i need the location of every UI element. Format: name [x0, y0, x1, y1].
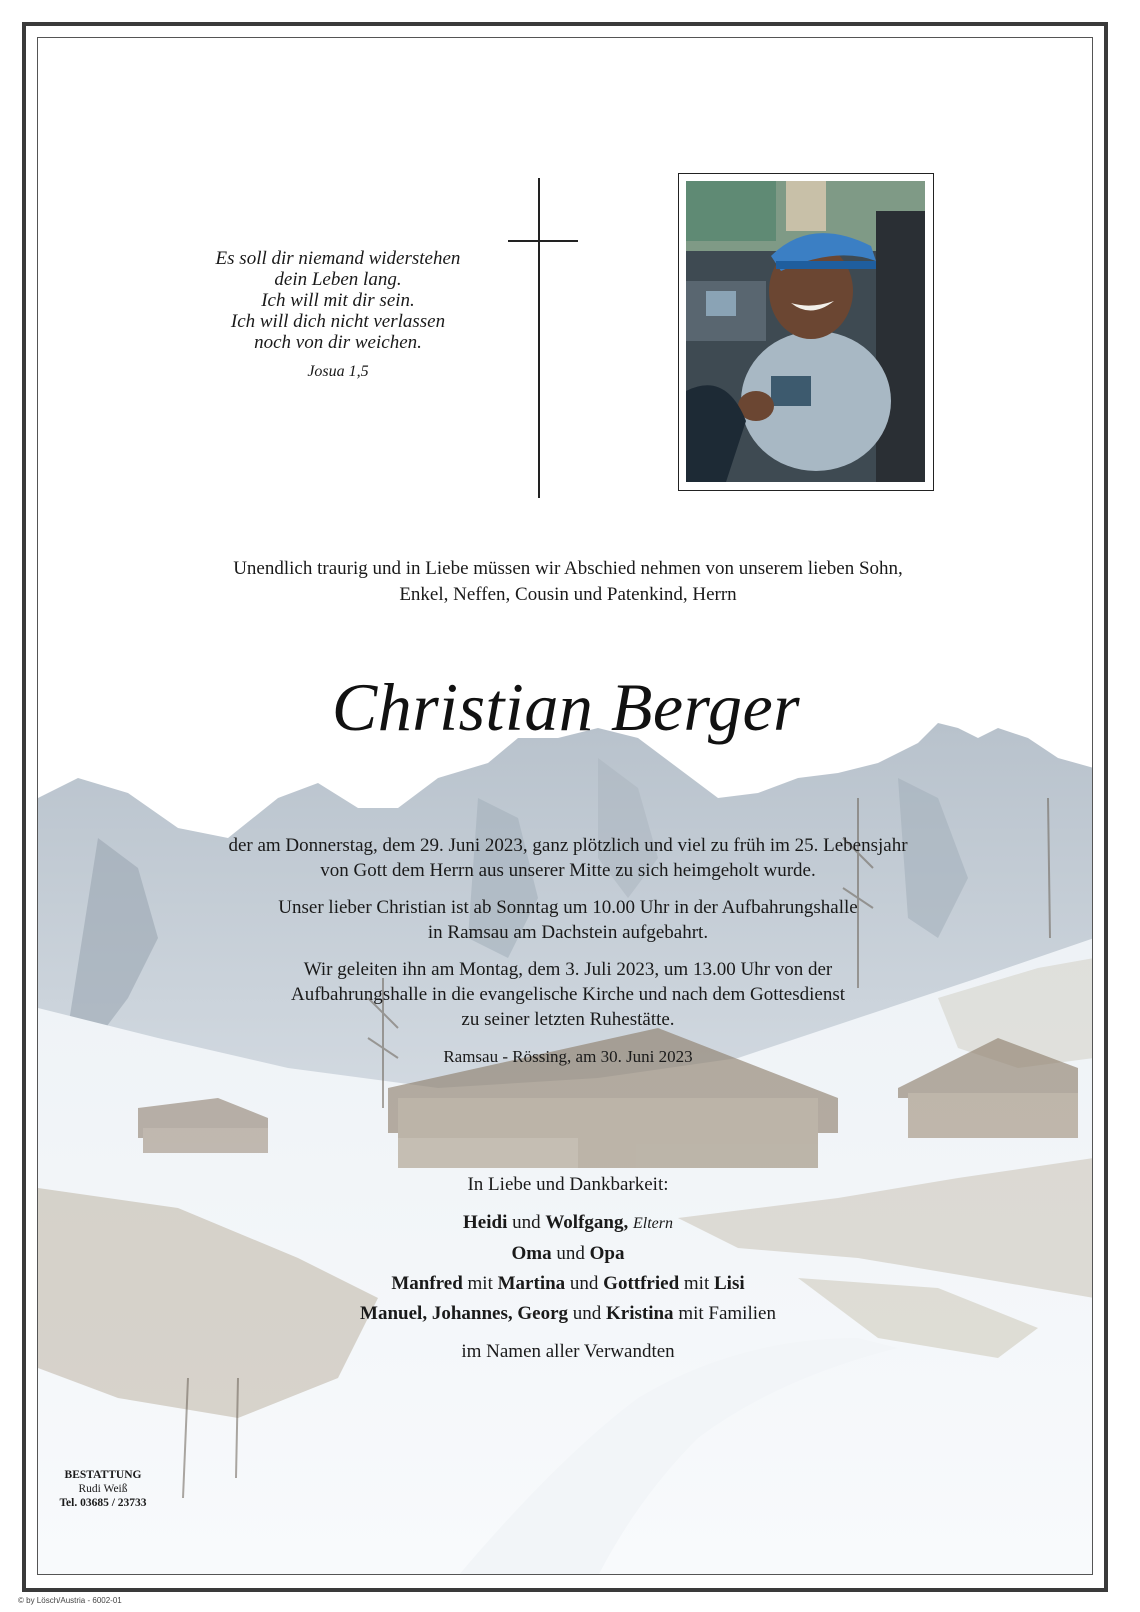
- body-line: der am Donnerstag, dem 29. Juni 2023, ganz plötzlich und viel zu früh im 25. Lebensjahr: [228, 835, 908, 856]
- undertaker-line: BESTATTUNG: [64, 1469, 142, 1481]
- mourner-name: Wolfgang,: [545, 1212, 629, 1233]
- cross-icon: [538, 178, 540, 498]
- place-date: Ramsau - Rössing, am 30. Juni 2023: [443, 1047, 693, 1066]
- connector: mit: [683, 1273, 710, 1294]
- connector: mit: [467, 1273, 493, 1294]
- connector: und: [512, 1212, 541, 1233]
- body-line: in Ramsau am Dachstein aufgebahrt.: [427, 922, 709, 943]
- mourner-name: Martina: [497, 1273, 566, 1294]
- portrait-frame: [678, 173, 934, 491]
- print-credit: © by Lösch/Austria - 6002-01: [18, 1596, 122, 1605]
- mourner-name: Lisi: [714, 1273, 745, 1294]
- verse-line: Es soll dir niemand widerstehen: [215, 248, 461, 269]
- paragraph-death: [138, 833, 998, 883]
- intro-line: Unendlich traurig und in Liebe müssen wir Abschied nehmen von unserem lieben Sohn,: [233, 558, 903, 579]
- body-line: Unser lieber Christian ist ab Sonntag um 10.00 Uhr in der Aufbahrungshalle: [278, 897, 858, 918]
- mourner-name: Heidi: [463, 1212, 508, 1233]
- mourner-row-relatives: [218, 1269, 918, 1299]
- bible-verse: [188, 248, 488, 382]
- deceased-name: Christian Berger: [331, 669, 801, 745]
- mourner-row-cousins: [218, 1299, 918, 1329]
- body-line: zu seiner letzten Ruhestätte.: [461, 1009, 675, 1030]
- verse-line: noch von dir weichen.: [254, 332, 422, 353]
- closing-heading: In Liebe und Dankbarkeit:: [467, 1174, 669, 1195]
- mourner-name: Gottfried: [603, 1273, 680, 1294]
- verse-line: Ich will mit dir sein.: [261, 290, 415, 311]
- mourner-name: Oma: [511, 1243, 552, 1264]
- connector: und: [569, 1273, 599, 1294]
- paragraph-funeral: [138, 957, 998, 1032]
- connector: und: [556, 1243, 585, 1264]
- undertaker-imprint: [48, 1468, 158, 1510]
- verse-source: Josua 1,5: [307, 363, 369, 380]
- body-line: Wir geleiten ihn am Montag, dem 3. Juli 2023, um 13.00 Uhr von der: [303, 959, 833, 980]
- verse-line: dein Leben lang.: [274, 269, 402, 290]
- relation-label: Eltern: [632, 1215, 673, 1232]
- mourners-list: [218, 1170, 918, 1367]
- intro-line: Enkel, Neffen, Cousin und Patenkind, Herrn: [399, 584, 737, 605]
- body-line: Aufbahrungshalle in die evangelische Kirche und nach dem Gottesdienst: [291, 984, 845, 1005]
- verse-line: Ich will dich nicht verlassen: [230, 311, 446, 332]
- undertaker-line: Rudi Weiß: [78, 1483, 128, 1495]
- mourner-row-grandparents: [218, 1239, 918, 1269]
- connector: und: [572, 1303, 602, 1324]
- mourner-name: Manuel, Johannes, Georg: [360, 1303, 568, 1324]
- card: [37, 37, 1093, 1575]
- mourner-row-parents: [218, 1208, 918, 1239]
- connector: mit Familien: [678, 1303, 776, 1324]
- undertaker-line: Tel. 03685 / 23733: [59, 1497, 147, 1509]
- announcement-body: [138, 833, 998, 1069]
- portrait-photo: [686, 181, 925, 482]
- cross-icon-bar: [508, 240, 578, 242]
- intro-text: [118, 556, 1018, 608]
- paragraph-viewing: [138, 895, 998, 945]
- mourner-name: Manfred: [391, 1273, 463, 1294]
- mourner-name: Opa: [589, 1243, 625, 1264]
- closing-last-line: im Namen aller Verwandten: [461, 1341, 675, 1362]
- mourner-name: Kristina: [606, 1303, 674, 1324]
- body-line: von Gott dem Herrn aus unserer Mitte zu sich heimgeholt wurde.: [320, 860, 816, 881]
